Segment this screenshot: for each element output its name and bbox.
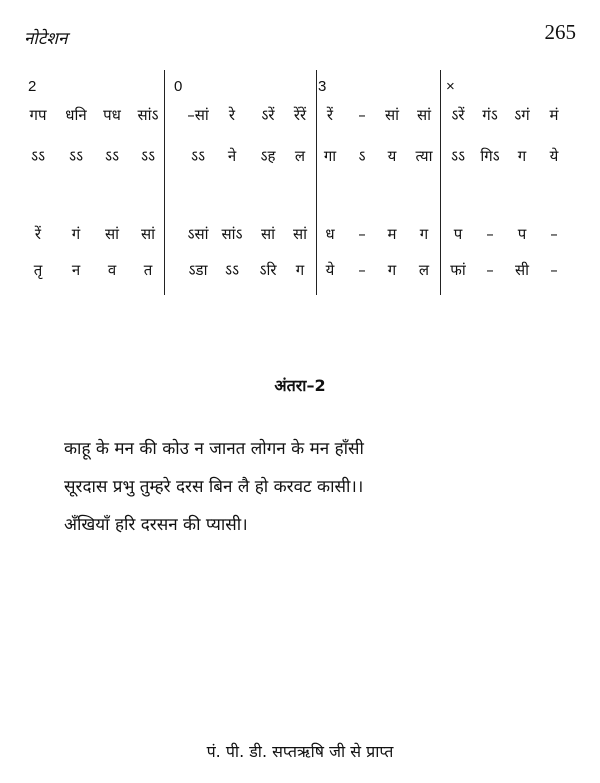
notation-cell: रें bbox=[34, 225, 42, 243]
notation-cell: ये bbox=[325, 261, 335, 279]
notation-cell: ग bbox=[387, 261, 397, 279]
beat-marker: 3 bbox=[318, 78, 327, 95]
notation-cell: – bbox=[550, 225, 558, 243]
notation-cell: ऽऽ bbox=[140, 147, 156, 165]
notation-cell: ऽऽ bbox=[104, 147, 120, 165]
notation-cell: रें bbox=[326, 106, 334, 124]
notation-cell: ऽऽ bbox=[68, 147, 84, 165]
section-divider bbox=[164, 70, 165, 295]
notation-cell: सां bbox=[104, 225, 120, 243]
page-number: 265 bbox=[544, 20, 576, 44]
notation-cell: त्या bbox=[415, 147, 433, 165]
notation-cell: सी bbox=[514, 261, 530, 279]
beat-marker: 2 bbox=[28, 78, 37, 95]
notation-cell: ध bbox=[325, 225, 335, 243]
notation-cell: मं bbox=[549, 106, 559, 124]
notation-cell: ग bbox=[295, 261, 305, 279]
notation-cell: फां bbox=[450, 261, 466, 279]
notation-cell: य bbox=[387, 147, 397, 165]
notation-cell: –सां bbox=[187, 106, 209, 124]
notation-cell: गंऽ bbox=[482, 106, 498, 124]
notation-cell: सां bbox=[260, 225, 276, 243]
notation-cell: त bbox=[143, 261, 153, 279]
notation-cell: – bbox=[358, 261, 366, 279]
beat-marker: × bbox=[446, 78, 455, 95]
notation-cell: तृ bbox=[33, 261, 43, 279]
notation-table bbox=[18, 70, 584, 295]
notation-cell: सां bbox=[416, 106, 432, 124]
section-divider bbox=[440, 70, 441, 295]
notation-cell: ऽसां bbox=[187, 225, 209, 243]
notation-cell: ऽडा bbox=[188, 261, 208, 279]
notation-cell: ऽऽ bbox=[190, 147, 206, 165]
notation-cell: ऽगं bbox=[514, 106, 530, 124]
notation-cell: पध bbox=[103, 106, 121, 124]
notation-cell: गा bbox=[323, 147, 337, 165]
notation-cell: प bbox=[517, 225, 527, 243]
lyric-line: काहू के मन की कोउ न जानत लोगन के मन हाँसी bbox=[64, 439, 364, 459]
notation-cell: – bbox=[486, 261, 494, 279]
beat-marker: 0 bbox=[174, 78, 183, 95]
footer-attribution: पं. पी. डी. सप्तऋषि जी से प्राप्त bbox=[206, 742, 394, 761]
lyric-line: अँखियाँ हरि दरसन की प्यासी। bbox=[64, 515, 248, 535]
notation-cell: न bbox=[71, 261, 81, 279]
notation-cell: सां bbox=[140, 225, 156, 243]
notation-cell: ग bbox=[419, 225, 429, 243]
notation-cell: ऽऽ bbox=[224, 261, 240, 279]
section-heading: अंतरा–2 bbox=[274, 376, 326, 395]
notation-cell: सां bbox=[384, 106, 400, 124]
notation-cell: ऽऽ bbox=[450, 147, 466, 165]
notation-cell: – bbox=[550, 261, 558, 279]
notation-cell: ये bbox=[549, 147, 559, 165]
notation-cell: व bbox=[107, 261, 117, 279]
notation-cell: रे bbox=[228, 106, 236, 124]
header-title: नोटेशन bbox=[24, 29, 68, 49]
notation-cell: ग bbox=[517, 147, 527, 165]
notation-cell: सांऽ bbox=[221, 225, 243, 243]
notation-cell: धनि bbox=[65, 106, 87, 124]
notation-cell: ऽरें bbox=[451, 106, 465, 124]
notation-cell: ऽ bbox=[358, 147, 366, 165]
notation-cell: – bbox=[486, 225, 494, 243]
notation-cell: सांऽ bbox=[137, 106, 159, 124]
notation-cell: प bbox=[453, 225, 463, 243]
notation-cell: ऽऽ bbox=[30, 147, 46, 165]
notation-cell: ऽह bbox=[260, 147, 276, 165]
notation-cell: ऽरें bbox=[261, 106, 275, 124]
notation-cell: गं bbox=[71, 225, 81, 243]
notation-cell: रेंरें bbox=[293, 106, 307, 124]
notation-cell: म bbox=[387, 225, 397, 243]
notation-cell: ने bbox=[227, 147, 237, 165]
notation-cell: ऽरि bbox=[259, 261, 277, 279]
notation-cell: – bbox=[358, 106, 366, 124]
notation-cell: ल bbox=[294, 147, 306, 165]
notation-cell: सां bbox=[292, 225, 308, 243]
notation-cell: – bbox=[358, 225, 366, 243]
section-divider bbox=[316, 70, 317, 295]
notation-cell: ल bbox=[418, 261, 430, 279]
notation-cell: गिऽ bbox=[480, 147, 500, 165]
lyric-line: सूरदास प्रभु तुम्हरे दरस बिन लै हो करवट कासी।। bbox=[64, 477, 364, 497]
notation-cell: गप bbox=[29, 106, 47, 124]
